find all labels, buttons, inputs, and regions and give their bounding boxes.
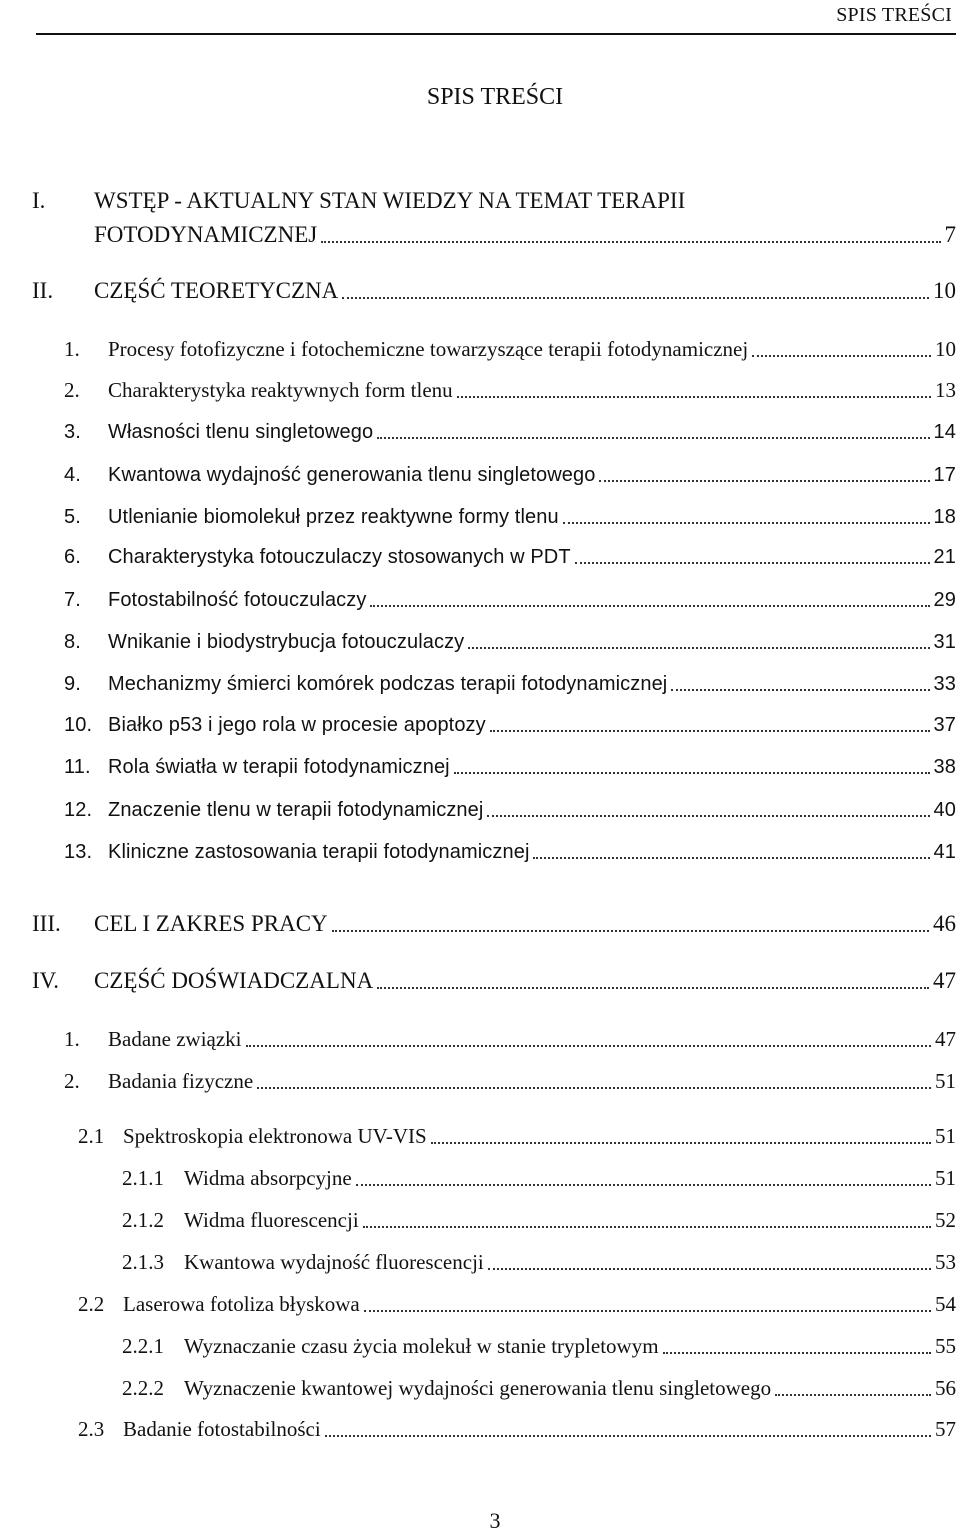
toc-item[interactable]	[0, 631, 960, 659]
toc-part-1[interactable]	[0, 188, 960, 216]
toc-entry-line	[123, 1292, 956, 1317]
toc-subsubitem[interactable]	[0, 1376, 960, 1404]
toc-entry-title: CZĘŚĆ TEORETYCZNA	[94, 278, 339, 303]
toc-entry-title: Laserowa fotoliza błyskowa	[123, 1292, 360, 1316]
page-title: SPIS TREŚCI	[426, 84, 564, 110]
toc-entry-line	[108, 631, 956, 654]
dot-leader	[257, 1087, 931, 1089]
toc-page-number: 52	[935, 1208, 956, 1232]
toc-item-number: 6.	[64, 546, 81, 568]
toc-item[interactable]	[0, 337, 960, 365]
toc-subsubitem[interactable]	[0, 1334, 960, 1362]
toc-entry-title: Utlenianie biomolekuł przez reaktywne formy tlenu	[108, 506, 559, 528]
toc-item[interactable]	[0, 673, 960, 701]
toc-part-2[interactable]	[0, 278, 960, 306]
dot-leader	[325, 1435, 931, 1437]
toc-item[interactable]	[0, 378, 960, 406]
toc-entry-title: FOTODYNAMICZNEJ	[94, 222, 318, 247]
toc-entry-title: Fotostabilność fotouczulaczy	[108, 589, 367, 611]
toc-item-number: 2.	[64, 378, 80, 402]
toc-part-3[interactable]	[0, 911, 960, 939]
toc-page-number: 14	[933, 421, 956, 443]
toc-item-number: 3.	[64, 421, 81, 443]
toc-entry-title: Białko p53 i jego rola w procesie apoptozy	[108, 714, 486, 736]
toc-entry-title: Kwantowa wydajność fluorescencji	[184, 1250, 484, 1274]
toc-part-number: I.	[32, 188, 46, 213]
toc-item[interactable]	[0, 421, 960, 449]
page-number: 3	[489, 1508, 501, 1533]
toc-subsubitem[interactable]	[0, 1166, 960, 1194]
toc-entry-line	[108, 1069, 956, 1094]
dot-leader	[533, 857, 929, 859]
toc-entry-line	[108, 673, 956, 696]
toc-entry-title: Widma fluorescencji	[184, 1208, 359, 1232]
dot-leader	[575, 562, 930, 564]
toc-item-number: 2.1.2	[122, 1208, 164, 1232]
toc-entry-line	[108, 464, 956, 487]
toc-item-number: 2.1	[78, 1124, 105, 1148]
toc-entry-line	[184, 1376, 956, 1401]
dot-leader	[468, 647, 929, 649]
toc-item-number: 4.	[64, 464, 81, 486]
toc-page-number: 40	[933, 799, 956, 821]
toc-item[interactable]	[0, 464, 960, 492]
toc-item-number: 10.	[64, 714, 93, 736]
toc-page-number: 17	[933, 464, 956, 486]
toc-entry-title: Charakterystyka fotouczulaczy stosowanych w PDT	[108, 546, 571, 568]
toc-entry-line	[123, 1124, 956, 1149]
toc-page-number: 37	[933, 714, 956, 736]
toc-page-number: 41	[933, 841, 956, 863]
toc-page-number: 33	[933, 673, 956, 695]
toc-entry-line	[94, 911, 956, 937]
toc-entry-title: Mechanizmy śmierci komórek podczas terapii fotodynamicznej	[108, 673, 668, 695]
toc-page-number: 10	[933, 278, 956, 303]
toc-page-number: 46	[933, 911, 956, 936]
toc-entry-line	[94, 222, 956, 248]
toc-page-number: 7	[944, 222, 956, 247]
toc-page-number: 56	[935, 1376, 956, 1400]
toc-page-number: 53	[935, 1250, 956, 1274]
toc-entry-line	[108, 756, 956, 779]
toc-entry-line	[184, 1250, 956, 1275]
dot-leader	[490, 730, 930, 732]
toc-page-number: 31	[933, 631, 956, 653]
toc-item[interactable]	[0, 1027, 960, 1055]
toc-entry-line	[184, 1166, 956, 1191]
toc-item[interactable]	[0, 589, 960, 617]
toc-part-4[interactable]	[0, 968, 960, 996]
toc-entry-title: Charakterystyka reaktywnych form tlenu	[108, 378, 453, 402]
toc-entry-line	[108, 589, 956, 612]
toc-entry-line	[94, 278, 956, 304]
dot-leader	[457, 396, 931, 398]
toc-page-number: 38	[933, 756, 956, 778]
toc-item[interactable]	[0, 714, 960, 742]
dot-leader	[342, 297, 929, 299]
toc-entry-title: Spektroskopia elektronowa UV-VIS	[123, 1124, 427, 1148]
toc-entry-title: Rola światła w terapii fotodynamicznej	[108, 756, 450, 778]
toc-part-number: III.	[32, 911, 61, 936]
dot-leader	[599, 480, 929, 482]
toc-item-number: 2.1.3	[122, 1250, 164, 1274]
toc-page-number: 51	[935, 1166, 956, 1190]
running-header: SPIS TREŚCI	[836, 4, 952, 26]
toc-entry-title: CEL I ZAKRES PRACY	[94, 911, 328, 936]
toc-item[interactable]	[0, 841, 960, 869]
toc-entry-line	[108, 378, 956, 403]
toc-item-number: 11.	[64, 756, 91, 778]
toc-entry-line	[108, 714, 956, 737]
toc-entry-line	[108, 546, 956, 569]
toc-entry-title: Własności tlenu singletowego	[108, 421, 374, 443]
toc-page-number: 29	[933, 589, 956, 611]
toc-item-number: 7.	[64, 589, 81, 611]
toc-page-number: 51	[935, 1069, 956, 1093]
dot-leader	[356, 1184, 931, 1186]
toc-entry-title: Znaczenie tlenu w terapii fotodynamicznej	[108, 799, 484, 821]
dot-leader	[332, 930, 929, 932]
dot-leader	[431, 1142, 931, 1144]
toc-entry-title: WSTĘP - AKTUALNY STAN WIEDZY NA TEMAT TERAPII	[94, 188, 686, 213]
dot-leader	[377, 437, 929, 439]
toc-item[interactable]	[0, 756, 960, 784]
toc-page-number: 10	[935, 337, 956, 361]
toc-item-number: 1.	[64, 1027, 80, 1051]
toc-item-number: 5.	[64, 506, 81, 528]
toc-item-number: 9.	[64, 673, 81, 695]
toc-item-number: 2.2	[78, 1292, 105, 1316]
dot-leader	[488, 1268, 931, 1270]
dot-leader	[246, 1045, 931, 1047]
toc-entry-title: Kliniczne zastosowania terapii fotodynamicznej	[108, 841, 530, 863]
toc-item[interactable]	[0, 506, 960, 534]
toc-page-number: 13	[935, 378, 956, 402]
dot-leader	[363, 1226, 931, 1228]
toc-subitem[interactable]	[0, 1417, 960, 1445]
toc-page-number: 54	[935, 1292, 956, 1316]
toc-entry-line	[108, 841, 956, 864]
toc-page-number: 55	[935, 1334, 956, 1358]
toc-entry-line	[184, 1334, 956, 1359]
toc-subsubitem[interactable]	[0, 1250, 960, 1278]
toc-item-number: 8.	[64, 631, 81, 653]
toc-page-number: 51	[935, 1124, 956, 1148]
toc-page-number: 57	[935, 1417, 956, 1441]
dot-leader	[563, 522, 930, 524]
toc-entry-title: Wyznaczanie czasu życia molekuł w stanie trypletowym	[184, 1334, 659, 1358]
dot-leader	[671, 689, 929, 691]
toc-item-number: 2.	[64, 1069, 80, 1093]
toc-entry-line	[108, 1027, 956, 1052]
dot-leader	[370, 605, 929, 607]
dot-leader	[377, 987, 929, 989]
toc-entry-title: Kwantowa wydajność generowania tlenu singletowego	[108, 464, 596, 486]
toc-part-number: IV.	[32, 968, 60, 993]
toc-item[interactable]	[0, 1069, 960, 1097]
toc-entry-title: Badane związki	[108, 1027, 242, 1051]
toc-item-number: 1.	[64, 337, 80, 361]
toc-item-number: 2.3	[78, 1417, 105, 1441]
dot-leader	[487, 815, 929, 817]
toc-entry-line	[108, 506, 956, 529]
toc-item[interactable]	[0, 546, 960, 574]
toc-item-number: 2.2.2	[122, 1376, 164, 1400]
toc-page-number: 47	[935, 1027, 956, 1051]
toc-entry-title: Wnikanie i biodystrybucja fotouczulaczy	[108, 631, 465, 653]
toc-subitem[interactable]	[0, 1124, 960, 1152]
dot-leader	[321, 241, 940, 243]
toc-item-number: 12.	[64, 799, 93, 821]
toc-entry-title: Badania fizyczne	[108, 1069, 254, 1093]
toc-entry-title: Widma absorpcyjne	[184, 1166, 352, 1190]
toc-entry-line	[108, 421, 956, 444]
toc-item-number: 13.	[64, 841, 93, 863]
toc-part-1-continuation[interactable]	[0, 222, 960, 250]
toc-item-number: 2.1.1	[122, 1166, 164, 1190]
toc-entry-line	[94, 968, 956, 994]
toc-entry-title: Badanie fotostabilności	[123, 1417, 321, 1441]
toc-part-number: II.	[32, 278, 54, 303]
toc-subitem[interactable]	[0, 1292, 960, 1320]
toc-page-number: 47	[933, 968, 956, 993]
toc-entry-line	[108, 337, 956, 362]
toc-entry-title: CZĘŚĆ DOŚWIADCZALNA	[94, 968, 374, 993]
dot-leader	[663, 1352, 931, 1354]
toc-subsubitem[interactable]	[0, 1208, 960, 1236]
toc-entry-line	[123, 1417, 956, 1442]
dot-leader	[752, 355, 931, 357]
toc-page-number: 21	[933, 546, 956, 568]
dot-leader	[454, 772, 930, 774]
toc-entry-line	[184, 1208, 956, 1233]
toc-entry-line	[94, 188, 685, 214]
dot-leader	[775, 1394, 931, 1396]
toc-item-number: 2.2.1	[122, 1334, 164, 1358]
toc-entry-title: Procesy fotofizyczne i fotochemiczne towarzyszące terapii fotodynamicznej	[108, 337, 749, 361]
toc-entry-title: Wyznaczenie kwantowej wydajności generowania tlenu singletowego	[184, 1376, 772, 1400]
toc-item[interactable]	[0, 799, 960, 827]
toc-page-number: 18	[933, 506, 956, 528]
toc-entry-line	[108, 799, 956, 822]
dot-leader	[364, 1310, 931, 1312]
